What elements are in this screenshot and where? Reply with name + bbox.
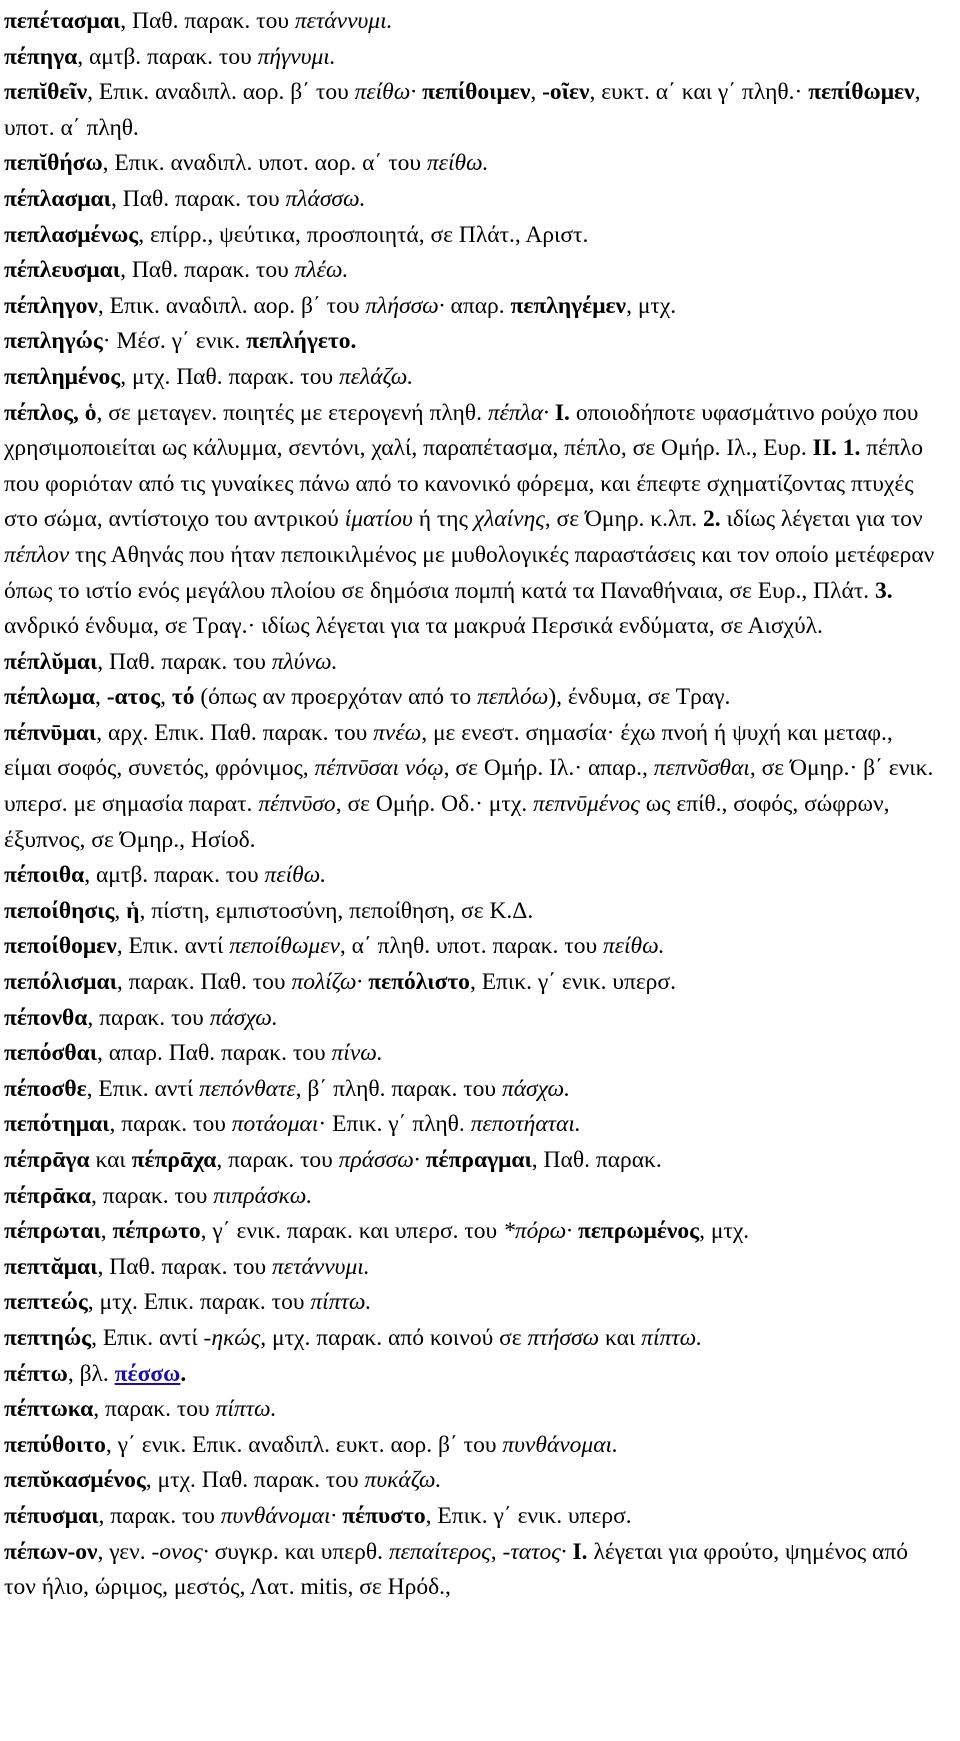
plain-text: , Παθ. παρακ. του (97, 648, 272, 675)
plain-text: · Επικ. γ΄ πληθ. (318, 1111, 471, 1138)
italic-text: πάσχω. (501, 1075, 570, 1102)
italic-text: πήγνυμι. (257, 43, 336, 70)
bold-text: πεπέτασμαι (4, 8, 121, 34)
bold-text: πεπῐθήσω (4, 150, 103, 177)
dictionary-entry (4, 1535, 942, 1606)
bold-text: πεπῠκασμένος (4, 1467, 146, 1494)
bold-text: II. 1. (812, 435, 861, 462)
plain-text: της Αθηνάς που ήταν πεποικιλμένος με μυθολογικές παραστάσεις και τον οποίο μετέφεραν όπως το ιστίο ενός μεγάλου πλοίου σε δημόσια πομπή κατά τα Παναθήναια, σε Ευρ., Πλάτ. (4, 541, 935, 604)
plain-text: , ευκτ. α΄ και γ΄ πληθ.· (589, 79, 809, 106)
plain-text: , Επικ. γ΄ ενικ. υπερσ. (425, 1502, 632, 1529)
plain-text: , Επικ. γ΄ ενικ. υπερσ. (469, 969, 676, 996)
italic-text: πλήσσω· (365, 292, 451, 319)
dictionary-entry (4, 1321, 942, 1357)
dictionary-entry (4, 716, 942, 858)
bold-text: πεπρωμένος (577, 1218, 700, 1245)
bold-text: πεπληγέμεν (510, 292, 627, 319)
bold-text: πεπτᾰμαι (4, 1253, 98, 1280)
plain-text: πέπλο που φοριόταν από τις γυναίκες πάνω από το κανονικό φόρεμα, και έπεφτε σχηματίζοντας πτυχές στο σώμα, αντίστοιχο του αντρικού (4, 435, 923, 533)
bold-text: πέπρωτο (112, 1218, 201, 1245)
plain-text: απαρ. (450, 292, 511, 319)
bold-text: πέπτω (4, 1360, 68, 1387)
plain-text: , σε Όμηρ. κ.λπ. (544, 506, 704, 533)
italic-text: πυνθάνομαι. (502, 1431, 618, 1458)
dictionary-entry (4, 253, 942, 289)
italic-text: πίπτω. (310, 1289, 372, 1316)
plain-text: , σε μεταγεν. ποιητές με ετερογενή πληθ. (96, 399, 488, 426)
italic-text: πείθω· (354, 79, 423, 106)
bold-text: πεπότημαι (4, 1111, 110, 1138)
plain-text: , (114, 897, 127, 924)
dictionary-entry (4, 1357, 942, 1393)
bold-text: πέπλευσμαι (4, 257, 121, 284)
bold-text: 3. (875, 577, 893, 604)
italic-text: πολίζω· (291, 969, 369, 996)
italic-text: πλύνω. (271, 648, 338, 675)
plain-text: , (530, 79, 543, 106)
italic-text: πετάννυμι. (272, 1253, 370, 1280)
italic-text: πράσσω· (338, 1147, 426, 1173)
italic-text: πίπτω. (215, 1396, 277, 1423)
plain-text: οποιοδήποτε υφασμάτινο ρούχο που χρησιμοποιείται ως κάλυμμα, σεντόνι, χαλί, παραπέτασμα, πέπλο, σε Ομήρ. Ιλ., Ευρ. (4, 399, 919, 462)
italic-text: *πόρω· (503, 1218, 578, 1245)
bold-text: πέπλος, ὁ (4, 399, 97, 426)
italic-text: πεπαίτερος (388, 1538, 491, 1565)
plain-text: , α΄ πληθ. υποτ. παρακ. του (339, 933, 603, 960)
bold-text: -ατος (106, 684, 161, 711)
bold-text: πεπόλισμαι (4, 969, 117, 996)
plain-text: , μτχ. (699, 1218, 750, 1245)
bold-text: πεπόλιστο (368, 969, 470, 996)
italic-text: ἱματίου (344, 506, 413, 533)
plain-text: , βλ. (67, 1360, 115, 1387)
bold-text: ἡ (126, 897, 140, 924)
bold-text: πεπίθοιμεν (422, 79, 531, 106)
plain-text: (όπως αν προερχόταν από το (194, 684, 477, 711)
dictionary-entry (4, 1463, 942, 1499)
bold-text: πέπυσμαι (4, 1502, 99, 1529)
bold-text: πέποιθα (4, 862, 85, 889)
italic-text: χλαίνης (473, 506, 545, 533)
italic-text: πυνθάνομαι· (220, 1502, 343, 1529)
italic-text: πιπράσκω. (213, 1182, 313, 1209)
dictionary-entry (4, 1107, 942, 1143)
plain-text: , πίστη, εμπιστοσύνη, πεποίθηση, σε Κ.Δ. (139, 897, 534, 924)
plain-text: · Μέσ. γ΄ ενικ. (102, 328, 247, 355)
bold-text: τό (171, 684, 195, 711)
bold-text: πεπῐθεῖν (4, 79, 88, 106)
dictionary-entry (4, 680, 942, 716)
plain-text: , με ενεστ. σημασία· έχω πνοή ή ψυχή και μεταφ., είμαι σοφός, συνετός, φρόνιμος, (4, 719, 893, 782)
plain-text: , μτχ. Παθ. παρακ. του (145, 1467, 365, 1494)
bold-text: πέπληγον (4, 292, 98, 319)
dictionary-entry (4, 146, 942, 182)
dictionary-entry (4, 360, 942, 396)
italic-text: πείθω. (602, 933, 665, 960)
italic-text: πεπνῡμένος (533, 791, 640, 818)
italic-text: πέπνῡσαι νόῳ (314, 755, 444, 782)
plain-text: , επίρρ., ψεύτικα, προσποιητά, σε Πλάτ., Αριστ. (138, 221, 589, 248)
plain-text: , υποτ. α΄ πληθ. (4, 79, 921, 141)
dictionary-entry (4, 4, 942, 40)
bold-text: 2. (703, 506, 721, 533)
italic-text: πεπλόω (477, 684, 549, 711)
plain-text: , Επικ. αναδιπλ. υποτ. αορ. α΄ του (102, 150, 427, 177)
plain-text: ιδίως λέγεται για τον (720, 506, 923, 533)
italic-text: πετάννυμι. (294, 8, 393, 34)
dictionary-entry (4, 929, 942, 965)
italic-text: -τατος· (502, 1538, 573, 1565)
italic-text: πεπόνθατε (199, 1075, 296, 1102)
italic-text: πνέω (373, 719, 422, 746)
plain-text: , (490, 1538, 503, 1565)
plain-text: , Επικ. αναδιπλ. αορ. β΄ του (87, 79, 355, 106)
dictionary-entry (4, 1499, 942, 1535)
bold-text: πέπρᾱχα (131, 1147, 217, 1173)
italic-text: πεποίθωμεν (229, 933, 340, 960)
italic-text: πλάσσω. (285, 185, 366, 212)
plain-text: , απαρ. Παθ. παρακ. του (97, 1040, 332, 1067)
dictionary-entry (4, 894, 942, 930)
plain-text: , μτχ. παρακ. από κοινού σε (260, 1324, 528, 1351)
plain-text: , γ΄ ενικ. παρακ. και υπερσ. του (200, 1218, 504, 1245)
italic-text: ποτάομαι (231, 1111, 319, 1138)
plain-text: , Παθ. παρακ. του (120, 257, 295, 284)
bold-text: πεπτεώς (4, 1289, 88, 1316)
plain-text: , σε Ομήρ. Ιλ.· απαρ., (443, 755, 654, 782)
italic-text: πάσχω. (209, 1004, 278, 1031)
bold-text: πεπόσθαι (4, 1040, 97, 1067)
bold-text: πεπλήγετο. (246, 328, 357, 355)
plain-text: , μτχ. Παθ. παρακ. του (120, 363, 339, 390)
plain-text: , παρακ. του (87, 1004, 210, 1031)
plain-text: και (599, 1324, 642, 1351)
plain-text: , αρχ. Επικ. Παθ. παρακ. του (96, 719, 374, 746)
dictionary-entry (4, 1285, 942, 1321)
dictionary-entry (4, 324, 942, 360)
cross-reference-link[interactable]: πέσσω (114, 1360, 181, 1387)
bold-text: πέπων-ον (4, 1538, 98, 1565)
bold-text: I. (572, 1538, 588, 1565)
plain-text: , παρακ. Παθ. του (116, 969, 292, 996)
plain-text: , μτχ. (626, 292, 677, 319)
dictionary-entry (4, 645, 942, 681)
italic-text: πεποτήαται. (470, 1111, 581, 1138)
plain-text: , (94, 684, 107, 711)
plain-text: συγκρ. και υπερθ. (214, 1538, 389, 1565)
plain-text: , Επικ. αντί (116, 933, 230, 960)
bold-text: πέπραγμαι (425, 1147, 532, 1173)
plain-text: , γ΄ ενικ. Επικ. αναδιπλ. ευκτ. αορ. β΄ του (105, 1431, 503, 1458)
plain-text: , παρακ. του (90, 1182, 214, 1209)
plain-text: , σε Όμηρ.· β΄ ενικ. υπερσ. με σημασία παρατ. (4, 755, 934, 818)
bold-text: πεπύθοιτο (4, 1431, 106, 1458)
italic-text: πελάζω. (339, 363, 414, 390)
bold-text: πεπίθωμεν (808, 79, 915, 106)
plain-text: , Επικ. αναδιπλ. αορ. β΄ του (97, 292, 366, 319)
plain-text: , παρακ. του (109, 1111, 232, 1138)
plain-text: , (100, 1218, 113, 1245)
dictionary-entry (4, 289, 942, 325)
bold-text: πέποσθε (4, 1075, 87, 1102)
plain-text: , Επικ. αντί (86, 1075, 200, 1102)
plain-text: , Παθ. παρακ. (531, 1147, 662, 1173)
plain-text: και (89, 1147, 132, 1173)
bold-text: πέπρᾱγα (4, 1147, 90, 1173)
plain-text: , (160, 684, 172, 711)
plain-text: ), ένδυμα, σε Τραγ. (548, 684, 731, 711)
dictionary-entry (4, 218, 942, 254)
plain-text: , γεν. (97, 1538, 152, 1565)
bold-text: πέπονθα (4, 1004, 88, 1031)
plain-text: , β΄ πληθ. παρακ. του (295, 1075, 502, 1102)
plain-text: ή της (412, 506, 474, 533)
italic-text: πλέω. (294, 257, 349, 284)
italic-text: πίπτω. (641, 1324, 703, 1351)
bold-text: πεπλασμένως (4, 221, 139, 248)
bold-text: πέπλωμα (4, 684, 95, 711)
plain-text: , Παθ. παρακ. του (120, 8, 295, 34)
bold-text: πεποίθησις (4, 897, 115, 924)
plain-text: , Παθ. παρακ. του (97, 1253, 273, 1280)
dictionary-entry (4, 1392, 942, 1428)
italic-text: πέπλον (4, 541, 70, 568)
bold-text: πέπρωται (4, 1218, 101, 1245)
bold-text: πέπτωκα (4, 1396, 94, 1423)
plain-text: ως επίθ., σοφός, σώφρων, έξυπνος, σε Όμηρ., Ησίοδ. (4, 791, 890, 853)
dictionary-entry (4, 1428, 942, 1464)
bold-text: πέπρᾱκα (4, 1182, 91, 1209)
italic-text: πέπνῡσο (258, 791, 336, 818)
italic-text: πίνω. (331, 1040, 383, 1067)
italic-text: πυκάζω. (364, 1467, 442, 1494)
dictionary-entry (4, 396, 942, 645)
bold-text: πεπληγώς (4, 328, 103, 355)
bold-text: πέπυστο (342, 1502, 426, 1529)
bold-text: πεποίθομεν (4, 933, 117, 960)
bold-text: πέπνῡμαι (4, 719, 97, 746)
plain-text: , παρακ. του (216, 1147, 339, 1173)
dictionary-entry (4, 1179, 942, 1215)
italic-text: πείθω. (264, 862, 327, 889)
bold-text: I. (554, 399, 570, 426)
italic-text: -ονος· (151, 1538, 215, 1565)
italic-text: πέπλα· (487, 399, 555, 426)
dictionary-entry (4, 1214, 942, 1250)
dictionary-entry (4, 965, 942, 1001)
bold-text: -οῖεν (542, 79, 590, 106)
plain-text: , παρακ. του (93, 1396, 216, 1423)
plain-text: , αμτβ. παρακ. του (84, 862, 265, 889)
bold-text: πεπλημένος (4, 363, 121, 390)
plain-text: , Επικ. αντί (91, 1324, 204, 1351)
plain-text: , παρακ. του (98, 1502, 221, 1529)
dictionary-entry (4, 1143, 942, 1179)
dictionary-entry (4, 1250, 942, 1286)
dictionary-entry (4, 1072, 942, 1108)
dictionary-entry (4, 75, 942, 146)
dictionary-entry (4, 182, 942, 218)
bold-text: . (180, 1360, 187, 1387)
plain-text: , αμτβ. παρακ. του (77, 43, 258, 70)
plain-text: , σε Ομήρ. Οδ.· μτχ. (335, 791, 534, 818)
italic-text: πτήσσω (527, 1324, 600, 1351)
italic-text: πεπνῦσθαι (653, 755, 750, 782)
dictionary-entry (4, 1036, 942, 1072)
bold-text: πέπηγα (4, 43, 78, 70)
plain-text: ανδρικό ένδυμα, σε Τραγ.· ιδίως λέγεται για τα μακρυά Περσικά ενδύματα, σε Αισχύλ. (4, 613, 823, 640)
plain-text: , μτχ. Επικ. παρακ. του (87, 1289, 311, 1316)
plain-text: , Παθ. παρακ. του (110, 185, 286, 212)
dictionary-entry (4, 1001, 942, 1037)
bold-text: πέπλῠμαι (4, 648, 98, 675)
italic-text: πείθω. (426, 150, 489, 177)
plain-text: λέγεται για φρούτο, ψημένος από τον ήλιο, ώριμος, μεστός, Λατ. mitis, σε Ηρόδ., (4, 1538, 908, 1601)
dictionary-entry (4, 40, 942, 76)
dictionary-entry (4, 858, 942, 894)
bold-text: πέπλασμαι (4, 185, 111, 212)
italic-text: -ηκώς (203, 1324, 261, 1351)
bold-text: πεπτηώς (4, 1324, 92, 1351)
